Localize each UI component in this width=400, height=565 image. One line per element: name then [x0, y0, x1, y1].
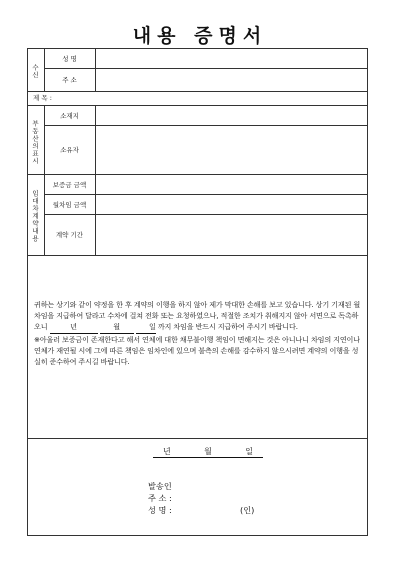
monthly-rent-field[interactable]	[96, 195, 367, 213]
deposit-label: 보증금 금액	[52, 180, 87, 189]
recipient-address-label: 주 소	[62, 76, 77, 84]
document-title: 내용 증명서	[132, 25, 268, 47]
deposit-field[interactable]	[96, 175, 367, 193]
lease-group-label: 임대차계약내용	[31, 189, 39, 243]
deadline-day[interactable]: 일	[136, 321, 156, 333]
sender-name-label: 성 명 :	[148, 505, 172, 515]
subject-label: 제 목 :	[33, 94, 52, 102]
notice-paragraph-2: ※아울러 보증금이 존재한다고 해서 연체에 대한 채무불이행 책임이 면해지는 것은 아니나니 차임의 지연이나 연체가 재연될 시에 그에 따른 책임은 임차인에 있으며 불측의 손해를 감수하지 않으시려면 계약의 이행을 성실히 준수하여 주시길 바랍니다.	[34, 334, 360, 367]
property-owner-label: 소유자	[60, 146, 79, 154]
sender-address-label: 주 소 :	[148, 493, 172, 503]
recipient-address-field[interactable]	[96, 69, 367, 90]
subject-field[interactable]	[68, 92, 366, 104]
seal-label: (인)	[240, 505, 255, 515]
property-location-label: 소재지	[60, 111, 79, 120]
form-frame	[27, 48, 368, 536]
deadline-year[interactable]: 년	[50, 321, 98, 333]
notice-paragraph-1	[34, 299, 364, 334]
notice-text-2: 까지 차임을 반드시 지급하여 주시기 바랍니다.	[157, 322, 298, 332]
recipient-name-field[interactable]	[96, 50, 367, 67]
property-group-label: 부동산의표시	[31, 119, 39, 165]
notice-body	[34, 299, 364, 367]
contract-period-label: 계약 기간	[55, 231, 84, 239]
recipient-group-label: 수신	[31, 63, 39, 79]
issue-date-day: 일	[245, 447, 253, 456]
notice-text-1: 귀하는 상기와 같이 약정을 한 후 계약의 이행을 하지 않아 제가 막대한 손해를 보고 있습니다. 상기 기재된 월차임을 지급하여 달라고 수차에 걸쳐 전화 또는 요청하였으나, 적절한 조치가 취해지지 않아 서면으로 독촉하오니	[34, 300, 361, 332]
property-owner-field[interactable]	[96, 126, 367, 173]
property-location-field[interactable]	[96, 106, 367, 124]
deadline-month[interactable]: 월	[100, 321, 134, 333]
issue-date-year: 년	[163, 447, 171, 456]
recipient-name-label: 성 명	[62, 55, 77, 63]
issue-date-month: 월	[204, 447, 212, 456]
contract-period-field[interactable]	[96, 215, 367, 254]
sender-label: 발송인	[148, 481, 172, 491]
issue-date[interactable]	[153, 446, 263, 458]
monthly-rent-label: 월차임 금액	[52, 200, 87, 209]
